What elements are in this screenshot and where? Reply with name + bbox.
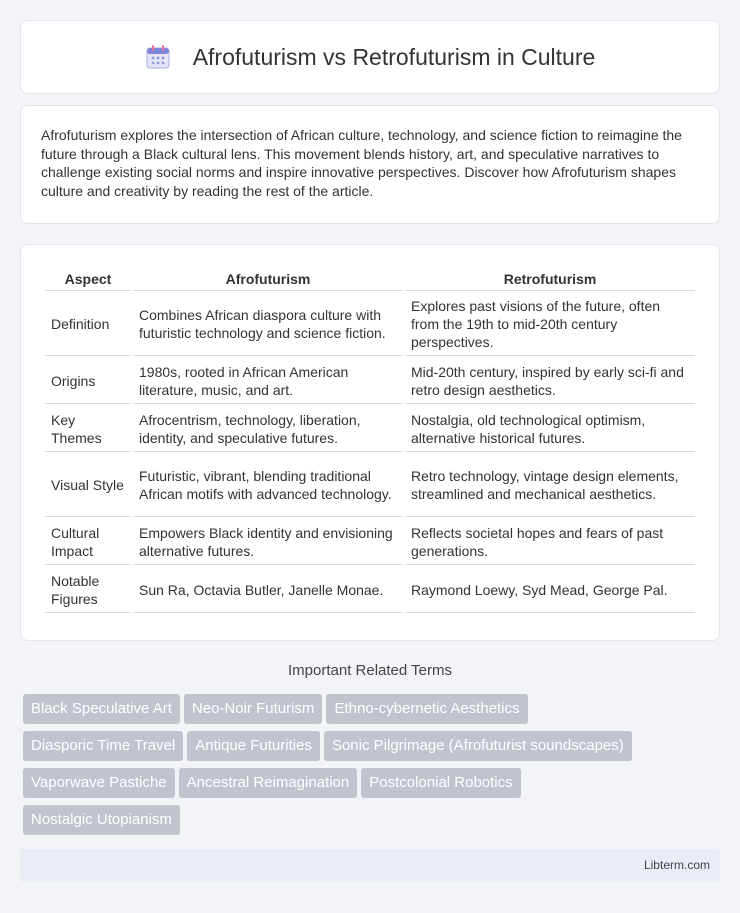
cell-aspect: Origins — [45, 358, 131, 404]
related-term-tag[interactable]: Postcolonial Robotics — [361, 768, 520, 798]
cell-afrofuturism: 1980s, rooted in African American literature, music, and art. — [133, 358, 403, 404]
table-row — [45, 406, 695, 452]
intro-card — [20, 105, 720, 224]
comparison-table-card — [20, 244, 720, 641]
cell-aspect: Key Themes — [45, 406, 131, 452]
calendar-icon — [145, 44, 171, 70]
related-term-tag[interactable]: Vaporwave Pastiche — [23, 768, 175, 798]
related-term-tag[interactable]: Nostalgic Utopianism — [23, 805, 180, 835]
related-term-tag[interactable]: Ancestral Reimagination — [179, 768, 358, 798]
cell-aspect: Cultural Impact — [45, 519, 131, 565]
related-terms-list — [23, 694, 723, 842]
header-retrofuturism: Retrofuturism — [405, 267, 695, 291]
cell-afrofuturism: Empowers Black identity and envisioning alternative futures. — [133, 519, 403, 565]
footer-site-link[interactable]: Libterm.com — [643, 858, 710, 872]
header-afrofuturism: Afrofuturism — [133, 267, 403, 291]
table-header-row — [45, 267, 695, 291]
table-row — [45, 358, 695, 404]
cell-aspect: Definition — [45, 293, 131, 356]
cell-retrofuturism: Nostalgia, old technological optimism, alternative historical futures. — [405, 406, 695, 452]
cell-aspect: Notable Figures — [45, 567, 131, 613]
title-card — [20, 20, 720, 94]
cell-afrofuturism: Afrocentrism, technology, liberation, identity, and speculative futures. — [133, 406, 403, 452]
header-aspect: Aspect — [45, 267, 131, 291]
intro-text: Afrofuturism explores the intersection of African culture, technology, and science fiction to reimagine the future through a Black cultural lens. This movement blends history, art, and speculative narratives to challenge existing social norms and inspire innovative perspectives. Discover how Afrofuturism shapes culture and creativity by reading the rest of the article. — [41, 127, 682, 199]
table-row — [45, 454, 695, 517]
cell-afrofuturism: Sun Ra, Octavia Butler, Janelle Monae. — [133, 567, 403, 613]
comparison-table — [43, 265, 697, 615]
footer — [20, 849, 720, 882]
related-terms-title: Important Related Terms — [288, 662, 452, 679]
cell-retrofuturism: Mid-20th century, inspired by early sci-fi and retro design aesthetics. — [405, 358, 695, 404]
cell-retrofuturism: Explores past visions of the future, often from the 19th to mid-20th century perspectives. — [405, 293, 695, 356]
related-term-tag[interactable]: Antique Futurities — [187, 731, 320, 761]
cell-afrofuturism: Futuristic, vibrant, blending traditional African motifs with advanced technology. — [133, 454, 403, 517]
related-term-tag[interactable]: Diasporic Time Travel — [23, 731, 183, 761]
table-row — [45, 567, 695, 613]
table-row — [45, 293, 695, 356]
page-title: Afrofuturism vs Retrofuturism in Culture — [192, 43, 596, 70]
cell-aspect: Visual Style — [45, 454, 131, 517]
related-term-tag[interactable]: Sonic Pilgrimage (Afrofuturist soundscapes) — [324, 731, 632, 761]
cell-retrofuturism: Reflects societal hopes and fears of past generations. — [405, 519, 695, 565]
cell-afrofuturism: Combines African diaspora culture with futuristic technology and science fiction. — [133, 293, 403, 356]
related-term-tag[interactable]: Neo-Noir Futurism — [184, 694, 323, 724]
related-term-tag[interactable]: Black Speculative Art — [23, 694, 180, 724]
table-row — [45, 519, 695, 565]
related-term-tag[interactable]: Ethno-cybernetic Aesthetics — [326, 694, 527, 724]
cell-retrofuturism: Raymond Loewy, Syd Mead, George Pal. — [405, 567, 695, 613]
cell-retrofuturism: Retro technology, vintage design elements, streamlined and mechanical aesthetics. — [405, 454, 695, 517]
